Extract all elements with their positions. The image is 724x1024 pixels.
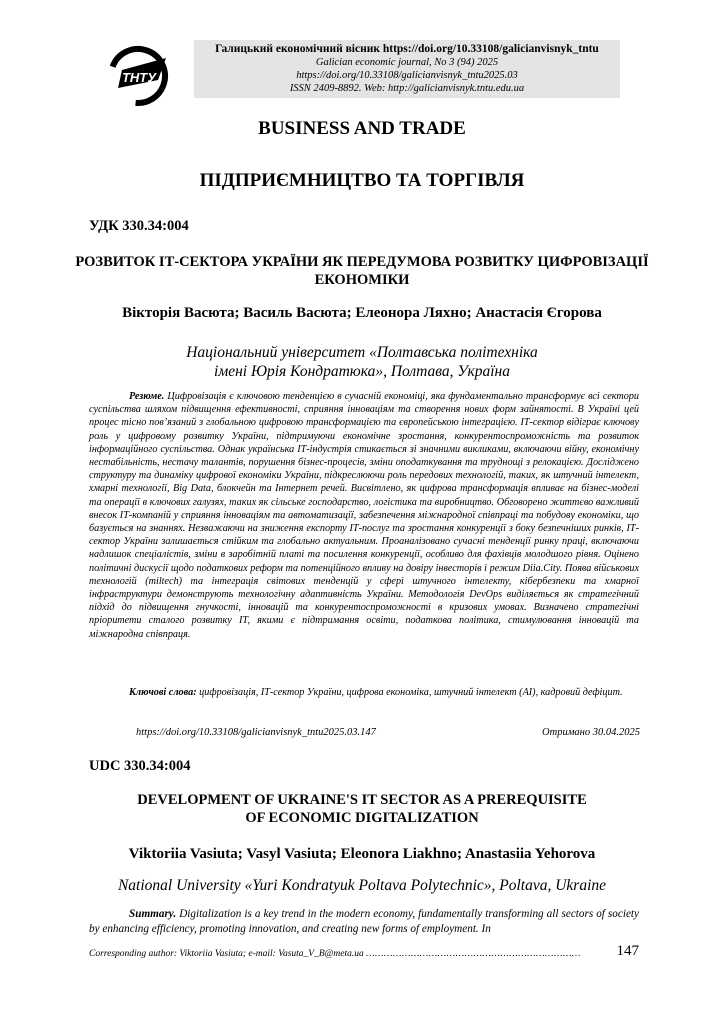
section-title-uk: ПІДПРИЄМНИЦТВО ТА ТОРГІВЛЯ	[199, 170, 525, 191]
journal-header	[194, 40, 620, 98]
keywords-uk	[89, 686, 639, 699]
page-footer	[89, 943, 639, 959]
article-title-uk: РОЗВИТОК ІТ-СЕКТОРА УКРАЇНИ ЯК ПЕРЕДУМОВА РОЗВИТКУ ЦИФРОВІЗАЦІЇ ЕКОНОМІКИ	[75, 254, 649, 288]
article-meta	[136, 727, 640, 738]
authors-en: Viktoriia Vasiuta; Vasyl Vasiuta; Eleonora Liakhno; Anastasiia Yehorova	[128, 846, 596, 862]
affiliation-uk-line2: імені Юрія Кондратюка», Полтава, Україна	[214, 363, 510, 380]
issue-doi: https://doi.org/10.33108/galicianvisnyk_tntu2025.03	[296, 70, 518, 81]
udc-uk: УДК 330.34:004	[89, 218, 189, 234]
abstract-text: Цифровізація є ключовою тенденцією в сучасній економіці, яка фундаментально трансформує всі сектори суспільства шляхом підвищення ефективності, сприяння інноваціям та створення нових форм зайнятості. В Україні цей процес тісно пов’язаний з глобальною цифровою трансформацією та європейською інтеграцією. ІТ-сектор відіграє ключову роль у цифровому розвитку України, підтримуючи економічне зростання, конкурентоспроможність та розвиток інформаційного суспільства. Однак українська ІТ-індустрія стикається зі значними викликами, включаючи війну, економічну нестабільність, нестачу талантів, порушення бізнес-процесів, зміни оподаткування та труднощі з релокацією. Досліджено структуру та динаміку цифрової економіки України, підкреслюючи роль передових технологій, таких, як штучний інтелект, хмарні технології, Big Data, блокчейн та Інтернет речей. Висвітлено, як цифрова трансформація впливає на бізнес-моделі та операції в ключових галузях, таких як сільське господарство, логістика та виробництво. Обговорено життєво важливий внесок ІТ-компаній у сприяння інноваціям та автоматизації, забезпечення міжнародної співпраці та побудову економіки, що базується на знаннях. Незважаючи на зниження експорту ІТ-послуг та зростання конкуренції з боку безпечніших ринків, ІТ-сектор України залишається стійким та глобально актуальним. Проаналізовано сучасні тенденції ринку праці, включаючи надлишок спеціалістів, зміни в заробітній платі та посилення конкуренції, особливо для фахівців молодшого рівня. Оцінено політичні дискусії щодо податкових реформ та потенційного впливу на довіру інвесторів і режим Diia.City. Поява військових технологій (miltech) та інтеграція світових тенденцій у сфері штучного інтелекту, кібербезпеки та хмарної інфраструктури демонструють технологічну адаптивність України. Методологія DevOps виділяється як стратегічний підхід до підвищення гнучкості, інновацій та конкурентоспроможності в кризових умовах. Визначено стратегічні пріоритети сталого розвитку ІТ, якими є підтримання освіти, податкова політика, стимулювання інновацій та міжнародна співпраця.	[89, 391, 639, 640]
received-date: Отримано 30.04.2025	[542, 727, 640, 738]
section-title-en: BUSINESS AND TRADE	[258, 118, 466, 139]
issn-web: ISSN 2409-8892. Web: http://galicianvisnyk.tntu.edu.ua	[289, 83, 525, 94]
affiliation-uk	[60, 343, 664, 381]
journal-issue: Galician economic journal, No 3 (94) 2025	[315, 57, 499, 68]
authors-uk: Вікторія Васюта; Василь Васюта; Елеонора Ляхно; Анастасія Єгорова	[122, 305, 602, 321]
summary-text: Digitalization is a key trend in the modern economy, fundamentally transforming all sectors of society by enhancing efficiency, promoting innovation, and creating new forms of employment. In	[89, 908, 639, 935]
summary-label: Summary.	[129, 908, 177, 920]
udc-en: UDC 330.34:004	[89, 758, 191, 774]
affiliation-uk-line1: Національний університет «Полтавська політехніка	[186, 344, 538, 361]
abstract-uk	[89, 390, 639, 641]
affiliation-en: National University «Yuri Kondratyuk Poltava Polytechnic», Poltava, Ukraine	[117, 877, 607, 894]
page-number: 147	[616, 943, 639, 959]
abstract-label: Резюме.	[129, 391, 165, 402]
article-doi-link[interactable]: https://doi.org/10.33108/galicianvisnyk_tntu2025.03.147	[136, 727, 376, 738]
article-title-en-line1: DEVELOPMENT OF UKRAINE'S IT SECTOR AS A PREREQUISITE	[137, 792, 587, 808]
article-title-en-line2: OF ECONOMIC DIGITALIZATION	[245, 810, 479, 826]
article-title-en	[70, 791, 654, 827]
summary-en	[89, 907, 639, 936]
leader-dots: ………………………………………………………………	[366, 949, 581, 959]
keywords-text: цифровізація, ІТ-сектор України, цифрова економіка, штучний інтелект (AI), кадровий дефіцит.	[199, 687, 623, 698]
corresponding-author: Corresponding author: Viktoriia Vasiuta; e-mail: Vasuta_V_B@meta.ua	[89, 949, 364, 959]
journal-name: Галицький економічний вісник https://doi.org/10.33108/galicianvisnyk_tntu	[215, 43, 599, 55]
journal-logo	[108, 44, 172, 108]
keywords-label: Ключові слова:	[129, 687, 197, 698]
logo-text: ТНТУ	[121, 70, 157, 85]
